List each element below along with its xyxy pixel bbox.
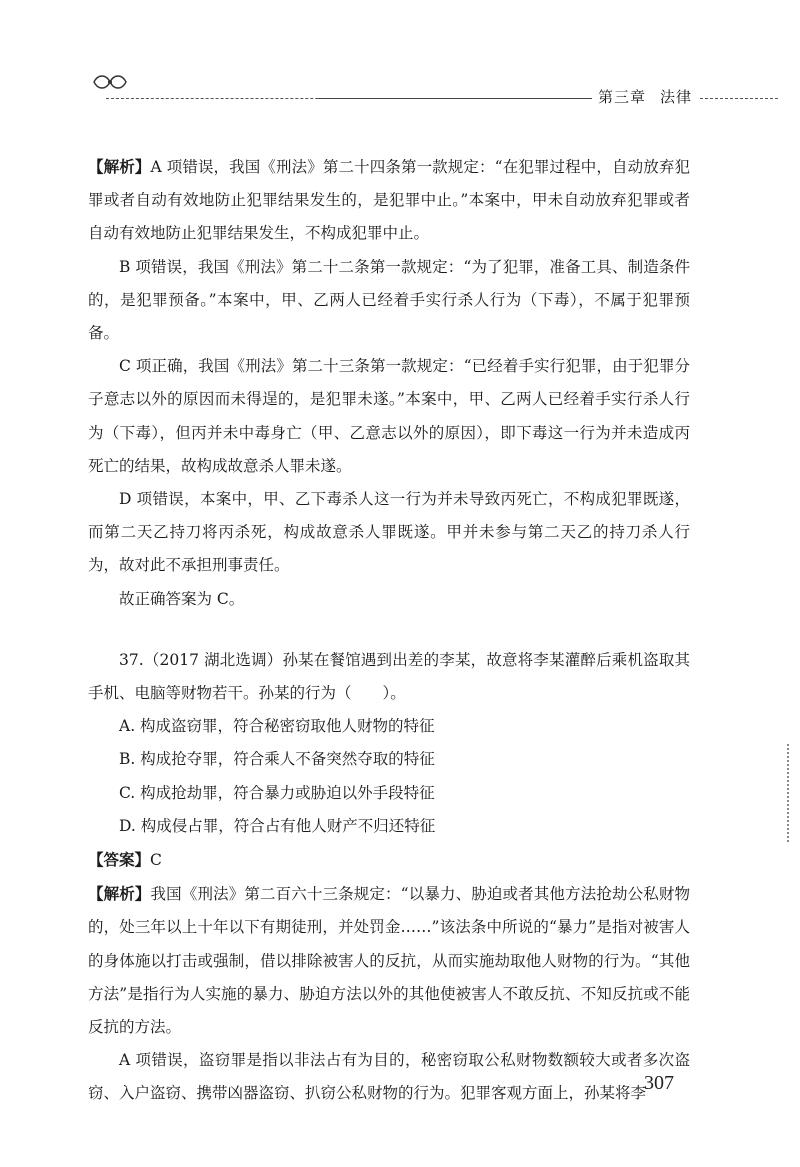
section-gap <box>88 616 690 644</box>
analysis-paragraph-a <box>88 150 690 251</box>
answer-tag: 【答案】 <box>88 850 151 870</box>
ornament-icon <box>90 72 130 92</box>
header-rule-solid <box>318 98 618 99</box>
option-a: A. 构成盗窃罪，符合秘密窃取他人财物的特征 <box>119 717 435 736</box>
answer-line <box>88 843 690 877</box>
page-body <box>88 150 690 1111</box>
chapter-heading <box>592 86 698 107</box>
header-rule-right <box>700 98 778 99</box>
analysis-tag: 【解析】 <box>88 157 151 176</box>
question-analysis-paragraph <box>88 877 690 1044</box>
analysis-a-text: A 项错误，我国《刑法》第二十四条第一款规定：“在犯罪过程中，自动放弃犯罪或者自动有效地防止犯罪结果发生的，是犯罪中止。”本案中，甲未自动放弃犯罪或者自动有效地防止犯罪结果发生，不构成犯罪中止。 <box>88 158 690 243</box>
chapter-number: 第三章 <box>598 88 647 106</box>
scan-edge-mark <box>787 744 789 842</box>
answer-value: C <box>150 851 162 870</box>
conclusion-paragraph: 故正确答案为 C。 <box>119 589 245 608</box>
chapter-title: 法律 <box>660 88 693 106</box>
question-analysis-option-a: A 项错误，盗窃罪是指以非法占有为目的，秘密窃取公私财物数额较大或者多次盗窃、入户盗窃、携带凶器盗窃、扒窃公私财物的行为。犯罪客观方面上，孙某将李 <box>88 1051 690 1103</box>
question-stem: 37.（2017 湖北选调）孙某在餐馆遇到出差的李某，故意将李某灌醉后乘机盗取其手机、电脑等财物若干。孙某的行为（ ）。 <box>88 650 690 703</box>
option-b: B. 构成抢夺罪，符合乘人不备突然夺取的特征 <box>119 750 435 769</box>
page-header <box>88 68 778 108</box>
option-d: D. 构成侵占罪，符合占有他人财产不归还特征 <box>119 816 436 835</box>
question-analysis-tag: 【解析】 <box>88 884 151 904</box>
page-number: 307 <box>644 1072 674 1094</box>
option-c: C. 构成抢劫罪，符合暴力或胁迫以外手段特征 <box>119 783 435 802</box>
question-analysis-text: 我国《刑法》第二百六十三条规定：“以暴力、胁迫或者其他方法抢劫公私财物的，处三年以上十年以下有期徒刑，并处罚金……”该法条中所说的“暴力”是指对被害人的身体施以打击或强制，借以排除被害人的反抗，从而实施劫取他人财物的行为。“其他方法”是指行为人实施的暴力、胁迫方法以外的其他使被害人不敢反抗、不知反抗或不能反抗的方法。 <box>88 885 690 1037</box>
analysis-paragraph-d: D 项错误，本案中，甲、乙下毒杀人这一行为并未导致丙死亡，不构成犯罪既遂，而第二天乙持刀将丙杀死，构成故意杀人罪既遂。甲并未参与第二天乙的持刀杀人行为，故对此不承担刑事责任。 <box>88 490 690 575</box>
analysis-paragraph-c: C 项正确，我国《刑法》第二十三条第一款规定：“已经着手实行犯罪，由于犯罪分子意志以外的原因而未得逞的，是犯罪未遂。”本案中，甲、乙两人已经着手实行杀人行为（下毒），但丙并未中毒身亡（甲、乙意志以外的原因），即下毒这一行为并未造成丙死亡的结果，故构成故意杀人罪未遂。 <box>88 357 690 475</box>
analysis-paragraph-b: B 项错误，我国《刑法》第二十二条第一款规定：“为了犯罪，准备工具、制造条件的，是犯罪预备。”本案中，甲、乙两人已经着手实行杀人行为（下毒），不属于犯罪预备。 <box>88 257 690 343</box>
